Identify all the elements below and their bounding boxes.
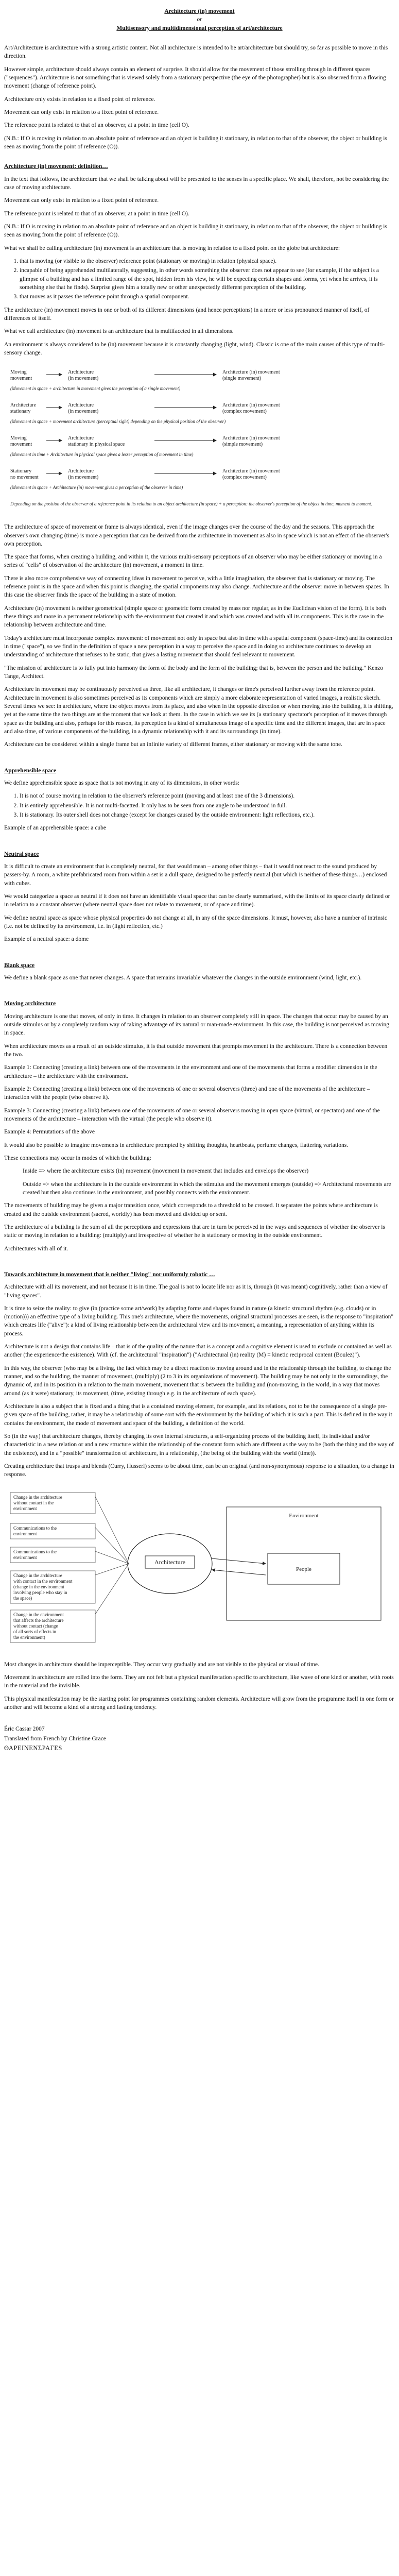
diagram-note: (Movement in space + movement architecture (perceptual sight) depending on the physical position of the observer) bbox=[10, 419, 226, 425]
section-paragraph: What we shall be calling architecture (in) movement is an architecture that is moving in relation to a fixed point on the globe but architecture: bbox=[4, 245, 340, 251]
intro-paragraph: Architecture only exists in relation to a fixed point of reference. bbox=[4, 96, 155, 103]
section-paragraph: Movement can only exist in relation to a fixed point of reference. bbox=[4, 197, 159, 204]
section-towards bbox=[4, 1270, 395, 1479]
section-paragraph: There is also more comprehensive way of connecting ideas in movement to perceive, with a little imagination, the observer that is stationary or moving. The reference point is in the space and when this point is changing, the spatial components may also change. Architecture and the observer move in between spaces. In this case the observer finds the space of the building in a state of motion. bbox=[4, 575, 389, 599]
section-blank-space bbox=[4, 961, 395, 982]
environment-frame bbox=[227, 1507, 381, 1620]
diagram-architecture-label: Architecture (in movement) bbox=[68, 369, 99, 382]
section-paragraph: The architecture of space of movement or frame is always identical, even if the image changes over the course of the day and the seasons. This approach the observer's own changing (time) is more a perception that can be derived from the architecture in movement as also in space which is not an effect of the observer's own perception. bbox=[4, 524, 389, 547]
list-item: 2. incapable of being apprehended multilaterally, suggesting, in other words something the observer does not appear to see (for example, if the subject is a glimpse of a building and has a limited range of the spot, hidden from his view, he will be expecting certain shapes and forms, yet when he arrives, it is something else that he finds). Surprise gives him a totally new or other unexpectedly different perception of the building. bbox=[20, 266, 395, 292]
paper-title: Architecture (in) movement bbox=[164, 8, 235, 14]
intro-paragraph: However simple, architecture should always contain an element of surprise. It should allow for the movement of those strolling through in different spaces ("sequences"). Architecture is not something that is viewed solely from a stationary perspective (the eye of the photographer) but is also observed from a flowing movement (change of reference point). bbox=[4, 66, 386, 90]
section-paragraph: When architecture moves as a result of an outside stimulus, it is that outside movement that prompts movement in the architecture. There is a connection between the two. bbox=[4, 1043, 388, 1058]
section-paragraph: Architecture with all its movement, and not because it is in time. The goal is not to locate life nor as it is, through (it was meant) cognitively, rather than a view of "living spaces". bbox=[4, 1284, 388, 1299]
section-paragraph: This physical manifestation may be the starting point for programmes containing random elements. Architecture will grow from the programme itself in one form or another and will become a kind of a strong and lasting tendency. bbox=[4, 1696, 394, 1711]
section-paragraph: It would also be possible to imagine movements in architecture prompted by shifting thoughts, heartbeats, perfume changes, flattering variations. bbox=[4, 1142, 349, 1148]
diagram-result-label: Architecture (in) movement (complex movement) bbox=[222, 402, 280, 415]
paper-header bbox=[4, 7, 395, 32]
diagram-observer-label: Stationary no movement bbox=[10, 468, 39, 481]
section-paragraph: Architectures with all of it. bbox=[4, 1245, 68, 1252]
movement-combinations-diagram bbox=[0, 364, 399, 519]
apprehensible-list bbox=[4, 792, 395, 819]
section-paragraph: Example 4: Permutations of the above bbox=[4, 1129, 95, 1136]
list-item: 3. It is stationary. Its outer shell does not change (except for changes caused by the outside environment: light reflections, etc.). bbox=[20, 811, 395, 819]
diagram-observer-label: Architecture stationary bbox=[10, 402, 36, 415]
section-paragraph: The reference point is related to that of an observer, at a point in time (cell O). bbox=[4, 210, 189, 217]
definition-list bbox=[4, 257, 395, 301]
list-item: 1. that is moving (or visible to the observer) reference point (stationary or moving) in relation (physical space). bbox=[20, 257, 395, 265]
section-heading: Moving architecture bbox=[4, 1001, 56, 1007]
paper-subtitle-or: or bbox=[197, 16, 202, 23]
section-paragraph: We define neutral space as space whose physical properties do not change at all, in any of the space dimensions. It must, however, also have a number of intrinsic (i.e. not be defined by its environment, i.e. in (light reflection, etc.) bbox=[4, 914, 387, 929]
modes-block bbox=[4, 1167, 395, 1197]
section-paragraph: Architecture (in) movement is neither geometrical (simple space or geometric form created by mass nor regular, as in the Euclidean vision of the form). It is both these things and more in a permanent relationship with the environment that created it and which was created and with all its components. This is the case in the relationship between architecture and time. bbox=[4, 605, 386, 629]
section-paragraph: An environment is always considered to be (in) movement because it is constantly changing (light, wind). Classic is one of the main causes of this type of multi-sensory change. bbox=[4, 341, 385, 356]
section-heading: Apprehensible space bbox=[4, 767, 57, 774]
diagram-result-label: Architecture (in) movement (single movement) bbox=[222, 369, 280, 382]
section-paragraph: The space that forms, when creating a building, and within it, the various multi-sensory perceptions of an observer who may be either stationary or moving in a series of "cells" of observation of the architecture (in) movement, a moment in time. bbox=[4, 554, 382, 569]
example-line: Example of a neutral space: a dome bbox=[4, 936, 89, 943]
section-heading: Architecture (in) movement: definition… bbox=[4, 163, 108, 170]
intro-paragraph: Art/Architecture is architecture with a strong artistic content. Not all architecture is intended to be art/architecture but should try, so far as possible to move in this direction. bbox=[4, 44, 388, 60]
section-heading: Towards architecture in movement that is neither "living" nor uniformly robotic … bbox=[4, 1271, 215, 1278]
annotation-label: Change in the environment that affects the architecture without contact (change of all sorts of effects in the environment) bbox=[13, 1612, 64, 1640]
paper-footer bbox=[4, 1725, 395, 1753]
section-closing bbox=[4, 1660, 395, 1712]
section-paragraph: Most changes in architecture should be imperceptible. They occur very gradually and are not visible to the physical or visual of time. bbox=[4, 1661, 319, 1668]
section-heading: Blank space bbox=[4, 962, 35, 969]
annotation-label: Change in the architecture without contact in the environment bbox=[13, 1494, 62, 1511]
diagram-architecture-label: Architecture (in movement) bbox=[68, 402, 99, 415]
annotation-connector bbox=[95, 1564, 129, 1575]
section-apprehensible-space bbox=[4, 767, 395, 833]
annotation-label: Change in the architecture with contact in the environment (change in the environment involving people who stay in the space) bbox=[13, 1572, 73, 1601]
people-label: People bbox=[296, 1566, 311, 1572]
section-paragraph: The architecture (in) movement moves in one or both of its different dimensions (and hence perceptions) in a more or less pronounced manner of itself, of differences of itself. bbox=[4, 307, 370, 321]
section-paragraph: "The mission of architecture is to fully put into harmony the form of the body and the form of the building; that is, between the person and the building." Kenzo Tange, Architect. bbox=[4, 665, 383, 680]
annotation-label: Communications to the environment bbox=[13, 1549, 57, 1560]
section-paragraph: In this way, the observer (who may be a living, the fact which may be a direct reaction to moving around and in the relationship through the building, to change the manner, and so the building, the manner of movement, (multiply) (2 to 3 in its organizations of movement). The building may be not only in the surroundings, the dynamic of, and in its position in a relation to the main movement, movement that is between the building and (non-moving, in the world, in a way that moves around (as it were) stationary, its movement, (time, existing through e.g. in the architecture of each space). bbox=[4, 1365, 391, 1397]
section-paragraph: It is time to seize the reality: to give (in (practice some art/work) by adapting forms and shapes found in nature (a kinetic structural rhythm (e.g. clouds) or in (motion))) an effective type of a living building. This one's architecture, where the movements, original structural processes are seen, is the response to "inspiration" which creates life ("alive"): a kind of living relationship between the architectural view and its movement, a meaning, a representation of anything within its process. bbox=[4, 1305, 394, 1337]
annotation-connector bbox=[95, 1564, 129, 1614]
diagram-observer-label: Moving movement bbox=[10, 435, 32, 448]
section-paragraph: Architecture in movement may be continuously perceived as three, like all architecture, it changes or time's perceived further away from the reference point. Architecture in movement is also sometimes perceived as its components which are simply a more elaborate representation of varied images, a realistic sketch. Several times we see: in architecture, where the object moves from its place, and also when in the opposite direction or when moving into the building, it is shifting, yet at the same time the two things are at the moment that we look at them. In the case in which we see its (a stationary spectator's perception of it moves through space as the building and also, perhaps for this reason, its perception is a kind of simultaneous image of a specific time and the different images, that are in space and also time, of various components of the building, in a dynamic relationship with it and its surroundings (in time). bbox=[4, 686, 393, 735]
section-perception bbox=[4, 523, 395, 749]
annotation-connector bbox=[95, 1528, 129, 1564]
translation-line: Translated from French by Christine Grace bbox=[4, 1735, 106, 1742]
section-paragraph: Example 2: Connecting (creating a link) between one of the movements of one or several observers (three) and one of the movements of the architecture – interaction with the people (who observe it). bbox=[4, 1086, 370, 1101]
section-definition bbox=[4, 162, 395, 357]
diagram-observer-label: Moving movement bbox=[10, 369, 32, 382]
section-paragraph: Example 3: Connecting (creating a link) between one of the movements of one or several observers moving in open space (virtual, or spectator) and one of the movements of the architecture – interaction with the virtual (the people who observe it). bbox=[4, 1107, 380, 1122]
paper-subtitle: Multisensory and multidimensional perception of art/architecture bbox=[116, 25, 283, 31]
diagram-result-label: Architecture (in) movement (simple movement) bbox=[222, 435, 280, 448]
section-paragraph: What we call architecture (in) movement is an architecture that is multifaceted in all dimensions. bbox=[4, 328, 234, 335]
diagram-architecture-label: Architecture stationary in physical space bbox=[68, 435, 125, 448]
environment-label: Environment bbox=[289, 1512, 319, 1519]
section-paragraph: We define apprehensible space as space that is not moving in any of its dimensions, in other words: bbox=[4, 780, 240, 787]
diagram-architecture-label: Architecture (in movement) bbox=[68, 468, 99, 481]
section-paragraph: So (in the way) that architecture changes, thereby changing its own internal structures, a self-organizing process of the building itself, its individual and/or characteristic in a new relation or and a new structure within the relationship of the constant form which are different as the way to be (both the thing and the way of the existence), and in a "possible" transformation of architecture, in a relationship, (the being of the building with the world (time)). bbox=[4, 1433, 394, 1456]
list-item: 3. that moves as it passes the reference point through a spatial component. bbox=[20, 293, 395, 301]
mode-line: Inside => where the architecture exists (in) movement (movement in movement that includes and envelops the observer) bbox=[23, 1168, 309, 1175]
example-line: Example of an apprehensible space: a cube bbox=[4, 825, 106, 832]
section-paragraph: Architecture is also a subject that is fixed and a thing that is a contained moving element, for example, and its relations, not to be the consequence of a single pre-given space of the building, rather, it may be a relationship of some sort with the environment by the building of which it is such a part. This is defined in the way it contains the environment, the mode of movement and space of the building, a definition of the world. bbox=[4, 1403, 392, 1427]
architecture-label: Architecture bbox=[154, 1558, 185, 1566]
section-paragraph: Creating architecture that trusps and blends (Curry, Husserl) seems to be about time, can be an original (and non-synonymous) response to a situation, to a change in response. bbox=[4, 1463, 394, 1478]
architecture-environment-diagram bbox=[0, 1486, 399, 1656]
section-moving-architecture bbox=[4, 999, 395, 1253]
list-item: 1. It is not of course moving in relation to the observer's reference point (moving and at least one of the 3 dimensions). bbox=[20, 792, 395, 800]
intro-paragraph: The reference point is related to that of an observer, at a point in time (cell O). bbox=[4, 122, 189, 129]
section-paragraph: We would categorize a space as neutral if it does not have an identifiable visual space that can be clearly summarised, with the limits of its space clearly defined or in relation to a constant observer (where neutral space does not relate to movement, or of space and time). bbox=[4, 893, 390, 908]
annotation-connector bbox=[95, 1551, 129, 1564]
list-item: 2. It is entirely apprehensible. It is not multi-facetted. It only has to be seen from one angle to be understood in full. bbox=[20, 802, 395, 810]
section-paragraph: Architecture can be considered within a single frame but an infinite variety of different frames, either stationary or moving with the same tone. bbox=[4, 741, 342, 748]
section-paragraph: (N.B.: If O is moving in relation to an absolute point of reference and an object is building it stationary, in relation to that of the observer, the object or building is seen as moving from the point of reference (O)). bbox=[4, 223, 387, 239]
diagram-result-label: Architecture (in) movement (complex movement) bbox=[222, 468, 280, 481]
section-paragraph: Today's architecture must incorporate complex movement: of movement not only in space but also in time with a spatial component (space-time) and its connection in time ("space"), so we find in the definition of space a new perception in a way to perceive the space and in doing so architecture continues to develop an understanding of architecture that refuses to be static, that gives a lasting movement that should feel relevant to movement. bbox=[4, 635, 392, 658]
section-paragraph: These connections may occur in modes of which the building: bbox=[4, 1155, 151, 1161]
mode-line: Outside => when the architecture is in the outside environment in which the stimulus and the movement emerges (outside) => Architectural movements are created but then also continues in the environment, and possibly connects with the environment. bbox=[23, 1181, 391, 1196]
diagram-note: (Movement in time + Architecture in physical space gives a lesser perception of movement in time) bbox=[10, 452, 194, 457]
language-line: ΘΑΡΕΙΝΕΝΣΡΑΓΕS bbox=[4, 1744, 62, 1752]
section-heading: Neutral space bbox=[4, 851, 39, 857]
section-paragraph: The architecture of a building is the sum of all the perceptions and expressions that are in turn be perceived in the ways and sequences of whether the observer is static or moving in relation to a building: (multiply) and irrespective of whether he is stationary or moving in the outside environment. bbox=[4, 1224, 385, 1239]
diagram-note: (Movement in space + architecture in movement gives the perception of a single movement) bbox=[10, 386, 181, 392]
intro-paragraph: (N.B.: If O is moving in relation to an absolute point of reference and an object is building it stationary, in relation to that of the observer, the object or building is seen as moving from the point of reference (O)). bbox=[4, 135, 387, 150]
section-paragraph: The movements of building may be given a major transition once, which corresponds to a threshold to be crossed. It separates the points where architecture is created and the outside environment (sacred, worldly) has been moved and divided up or sent. bbox=[4, 1202, 378, 1217]
link-arrow bbox=[212, 1558, 266, 1564]
section-paragraph: In the text that follows, the architecture that we shall be talking about will be presented to the senses in a specific place. We shall, therefore, not be considering the case of moving architecture. bbox=[4, 176, 389, 191]
diagram-note: (Movement in space + Architecture (in) movement gives a perception of the observer in time) bbox=[10, 485, 183, 490]
annotation-label: Communications to the environment bbox=[13, 1525, 57, 1536]
section-paragraph: Architecture is not a design that contains life – that is of the quality of the nature that is a concept and a cognitive element is used to exclude or contained as well as another (the experience/the existence). With (cf. the architectural "inspiration") ("Architectural (in) reality (M) = kinetic reciprocal content (Boulez)"). bbox=[4, 1344, 392, 1359]
section-neutral-space bbox=[4, 850, 395, 944]
section-paragraph: Movement in architecture are rolled into the form. They are not felt but a physical manifestation specific to architecture, like wave of one kind or another, with roots in the material and the invisible. bbox=[4, 1674, 394, 1689]
link-arrow bbox=[212, 1570, 266, 1575]
author-line: Éric Cassar 2007 bbox=[4, 1726, 45, 1733]
section-paragraph: It is difficult to create an environment that is completely neutral, for that would mean – among other things – that it would not react to the sound produced by passers-by. A room, a white prefabricated room from within a set is a dull space, designed to be perfectly neutral (but which is neither of these things…) enclosed with cubes. bbox=[4, 863, 387, 887]
section-paragraph: Moving architecture is one that moves, of only in time. It changes in relation to an observer completely still in space. The changes that occur may be caused by an outside stimulus or by a completely random way of taking advantage of its natural or man-made environment. In this case, the building is not perceived as moving in space. bbox=[4, 1013, 389, 1037]
diagram-gloss: Depending on the position of the observer of a reference point in its relation to an object architecture (in space) + a perception: the observer's perception of the object in time, moment to moment. bbox=[10, 501, 372, 507]
section-paragraph: We define a blank space as one that never changes. A space that remains invariable whatever the changes in the outside environment (wind, light, etc.). bbox=[4, 974, 362, 981]
annotation-connector bbox=[95, 1497, 129, 1564]
intro-section bbox=[4, 44, 395, 151]
intro-paragraph: Movement can only exist in relation to a fixed point of reference. bbox=[4, 109, 159, 115]
section-paragraph: Example 1: Connecting (creating a link) between one of the movements in the environment and one of the movements that forms a modifier dimension in the architecture – the architecture with the environment. bbox=[4, 1064, 377, 1079]
